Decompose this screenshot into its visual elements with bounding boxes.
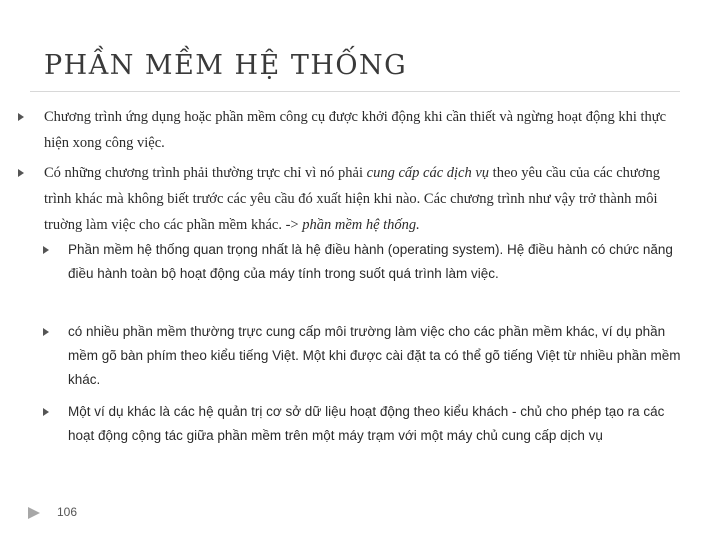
bullet-2-emphasis-2: phần mềm hệ thống. <box>302 217 420 233</box>
subbullet-2 <box>68 320 683 392</box>
bullet-1 <box>44 104 684 156</box>
subbullet-1 <box>68 238 683 286</box>
title-divider <box>30 91 680 92</box>
bullet-2 <box>44 160 684 238</box>
footer-arrow-icon <box>28 507 40 519</box>
subbullet-arrow-icon <box>43 328 49 336</box>
subbullet-3-text: Một ví dụ khác là các hệ quản trị cơ sở dữ liệu hoạt động theo kiểu khách - chủ cho phép tạo ra các hoạt động cộng tác giữa phần mềm trên một máy trạm với một máy chủ cung cấp dịch vụ <box>68 404 665 443</box>
slide-title: PHẦN MỀM HỆ THỐNG <box>44 50 408 81</box>
bullet-2-emphasis-1: cung cấp các dịch vụ <box>366 165 490 181</box>
bullet-arrow-icon <box>18 169 24 177</box>
bullet-2-text-b: theo yêu cầu của các chương trình khác mà không biết trước các yêu cầu đó xuất hiện khi nào. Các chương trình như vậy trở thành môi truờng làm việc cho các phần mềm khác. -> <box>44 165 660 233</box>
subbullet-2-text: có nhiều phần mềm thường trực cung cấp môi trường làm việc cho các phần mềm khác, ví dụ phần mềm gõ bàn phím theo kiểu tiếng Việt. Một khi được cài đặt ta có thể gõ tiếng Việt từ nhiều phần mềm khác. <box>68 324 681 387</box>
subbullet-3 <box>68 400 683 448</box>
bullet-arrow-icon <box>18 113 24 121</box>
subbullet-arrow-icon <box>43 246 49 254</box>
subbullet-arrow-icon <box>43 408 49 416</box>
subbullet-1-text: Phần mềm hệ thống quan trọng nhất là hệ điều hành (operating system). Hệ điều hành có chức năng điều hành toàn bộ hoạt động của máy tính trong suốt quá trình làm việc. <box>68 242 673 281</box>
bullet-2-text-a: Có những chương trình phải thường trực chỉ vì nó phải <box>44 165 367 181</box>
page-number: 106 <box>57 505 78 519</box>
bullet-1-text: Chương trình ứng dụng hoặc phần mềm công cụ được khởi động khi cần thiết và ngừng hoạt động khi thực hiện xong công việc. <box>44 109 667 151</box>
